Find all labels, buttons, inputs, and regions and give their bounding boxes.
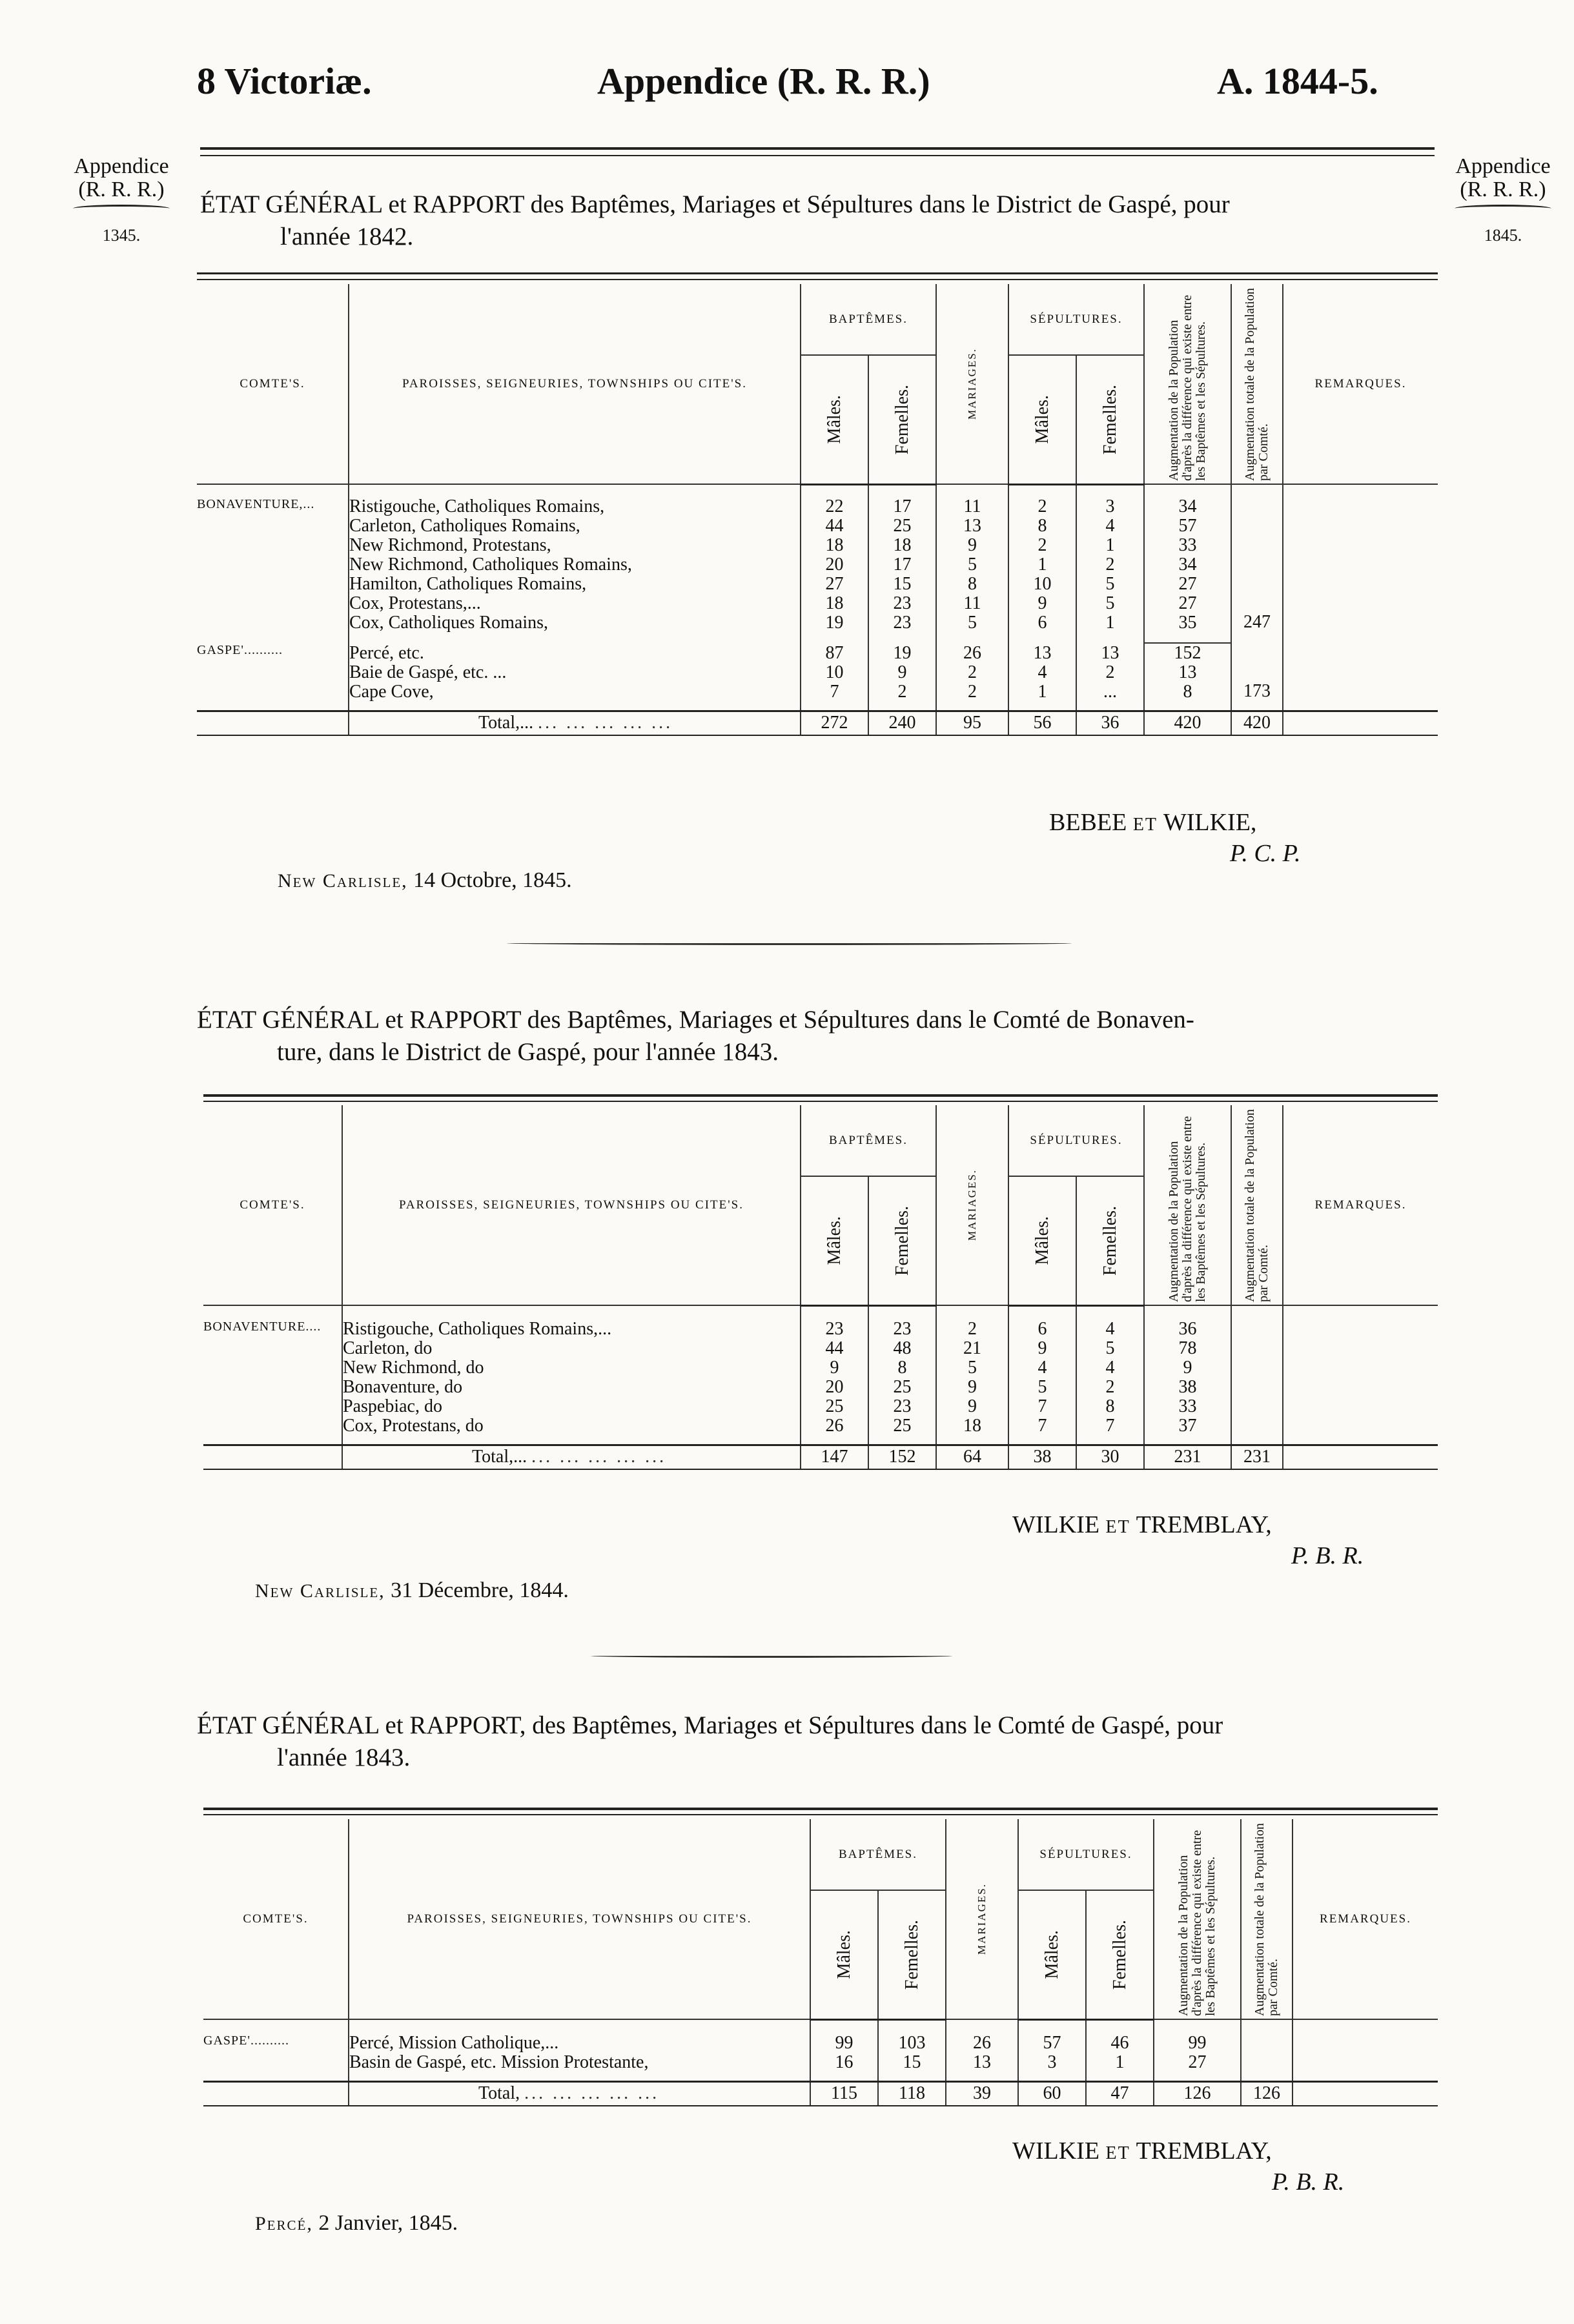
col-remarques: REMARQUES. — [1283, 1105, 1438, 1305]
table-rule — [203, 1094, 1438, 1097]
cell: 10 — [825, 662, 844, 682]
initials-2: P. B. R. — [1291, 1542, 1364, 1569]
cell: 27 — [1178, 594, 1197, 613]
cell: 13 — [1033, 643, 1052, 663]
cell: 13 — [973, 2053, 991, 2072]
signature-2 — [1012, 1511, 1272, 1539]
col-sep-males: Mâles. — [1032, 1216, 1052, 1265]
comte-cell: GASPE'.......... — [197, 643, 349, 702]
cell: 10 — [1033, 575, 1052, 594]
total-cell: 118 — [878, 2081, 946, 2106]
col-comte: COMTE'S. — [203, 1819, 349, 2019]
total-cell: 38 — [1008, 1445, 1076, 1469]
cell: 5 — [1037, 1378, 1047, 1397]
cell: 20 — [825, 555, 844, 575]
signature-1 — [1049, 808, 1256, 837]
cell: 23 — [893, 594, 912, 613]
total-label: Total,... — [478, 713, 534, 733]
col-mariages: MARIAGES. — [966, 347, 978, 420]
cell: 26 — [963, 643, 981, 663]
cell: 13 — [963, 516, 981, 536]
table-2-title — [197, 1004, 1440, 1068]
brace-icon — [1455, 205, 1551, 212]
cell: 3 — [1047, 2053, 1057, 2072]
cell: 103 — [898, 2034, 926, 2053]
cell: 4 — [1105, 516, 1115, 536]
comte-cell: BONAVENTURE.... — [203, 1320, 342, 1436]
cell: 5 — [1105, 575, 1115, 594]
table-rule — [203, 1808, 1438, 1810]
cell: 27 — [1178, 575, 1197, 594]
total-cell: 56 — [1008, 711, 1076, 735]
cell: 2 — [1037, 536, 1047, 555]
cell: 13 — [1101, 643, 1119, 663]
total-cell: 115 — [810, 2081, 878, 2106]
cell: 25 — [893, 1378, 912, 1397]
cell: 57 — [1178, 516, 1197, 536]
comte-cell: BONAVENTURE,... — [197, 497, 349, 633]
signer-et: ET — [1132, 815, 1158, 835]
col-augmentation: Augmentation de la Population d'après la différence qui existe entre les Baptêmes et les Sépultures. — [1167, 1116, 1208, 1302]
title-line: ture, dans le District de Gaspé, pour l'année 1843. — [277, 1037, 779, 1066]
place-date: 14 Octobre, 1845. — [413, 868, 572, 892]
cell: 99 — [1188, 2034, 1207, 2053]
col-comte: COMTE'S. — [197, 284, 349, 484]
cell: 9 — [968, 536, 977, 555]
cell: 8 — [968, 575, 977, 594]
col-mariages: MARIAGES. — [976, 1882, 988, 1955]
total-cell: 60 — [1018, 2081, 1086, 2106]
signer-et: ET — [1105, 2143, 1130, 2163]
side-label: Appendice — [74, 154, 169, 178]
col-baptemes: BAPTÊMES. — [801, 1105, 936, 1176]
parish: Percé, etc. — [349, 643, 424, 663]
cell: 15 — [903, 2053, 921, 2072]
cell: 19 — [893, 643, 912, 663]
parish: Basin de Gaspé, etc. Mission Protestante, — [349, 2053, 649, 2072]
total-cell: 126 — [1241, 2081, 1293, 2106]
table-2 — [203, 1105, 1438, 1470]
separator — [591, 1654, 952, 1658]
header-rule-thin — [200, 155, 1435, 156]
cell: 44 — [825, 516, 844, 536]
table-rule — [203, 1101, 1438, 1102]
signer: TREMBLAY, — [1136, 1511, 1272, 1538]
parish: Cox, Catholiques Romains, — [349, 613, 548, 633]
col-femelles: Femelles. — [892, 1205, 912, 1276]
total-label: Total, — [478, 2083, 520, 2104]
col-sep-males: Mâles. — [1032, 395, 1052, 444]
parish: New Richmond, do — [343, 1358, 484, 1378]
cell: 9 — [968, 1378, 977, 1397]
cell: 1 — [1105, 536, 1115, 555]
col-sep-males: Mâles. — [1041, 1930, 1062, 1979]
col-femelles: Femelles. — [901, 1919, 922, 1990]
parish: Cox, Protestans,... — [349, 594, 481, 613]
cell: 15 — [893, 575, 912, 594]
cell: 4 — [1105, 1320, 1115, 1339]
parish: New Richmond, Protestans, — [349, 536, 551, 555]
cell: ... — [1103, 682, 1117, 702]
header-right: A. 1844-5. — [1217, 60, 1378, 102]
table-rule — [203, 1814, 1438, 1815]
signer: WILKIE — [1012, 1511, 1100, 1538]
title-line: l'année 1843. — [277, 1743, 411, 1771]
total-cell: 420 — [1144, 711, 1231, 735]
cell: 152 — [1174, 644, 1201, 663]
cell: 2 — [897, 682, 907, 702]
total-row: Total,... ... ... ... ... ... 272 240 95 56 36 420 420 — [197, 711, 1438, 735]
cell: 23 — [893, 1320, 912, 1339]
cell: 1 — [1115, 2053, 1125, 2072]
cell: 16 — [835, 2053, 853, 2072]
place-date: 2 Janvier, 1845. — [318, 2211, 458, 2235]
cell: 33 — [1178, 1397, 1197, 1416]
cell: 36 — [1178, 1320, 1197, 1339]
signer: WILKIE — [1012, 2137, 1100, 2165]
total-cell: 272 — [801, 711, 868, 735]
place-name: New Carlisle, — [255, 1580, 385, 1602]
cell: 17 — [893, 497, 912, 516]
parish: Bonaventure, do — [343, 1378, 463, 1397]
col-sepultures: SÉPULTURES. — [1008, 284, 1144, 355]
cell: 11 — [963, 594, 981, 613]
table-1-title — [200, 189, 1440, 253]
county-total: 173 — [1231, 643, 1283, 702]
total-cell: 240 — [868, 711, 936, 735]
col-sep-femelles: Femelles. — [1099, 1205, 1120, 1276]
total-cell: 231 — [1231, 1445, 1283, 1469]
side-note-left — [57, 155, 186, 245]
place-2 — [255, 1578, 569, 1603]
cell: 27 — [1188, 2053, 1207, 2072]
cell: 26 — [973, 2034, 991, 2053]
initials-1: P. C. P. — [1230, 840, 1301, 867]
side-year: 1345. — [102, 226, 141, 245]
cell: 3 — [1105, 497, 1115, 516]
separator — [507, 941, 1072, 945]
col-femelles: Femelles. — [892, 384, 912, 454]
cell: 34 — [1178, 555, 1197, 575]
brace-icon — [73, 205, 170, 212]
cell: 5 — [968, 555, 977, 575]
title-line: ÉTAT GÉNÉRAL et RAPPORT des Baptêmes, Mariages et Sépultures dans le District de Gaspé, pour — [200, 190, 1230, 218]
side-label-rrr: (R. R. R.) — [78, 177, 165, 201]
cell: 23 — [825, 1320, 844, 1339]
cell: 2 — [1105, 662, 1115, 682]
total-row: Total, ... ... ... ... ... 115 118 39 60 47 126 126 — [203, 2081, 1438, 2106]
cell: 18 — [963, 1416, 981, 1436]
place-name: New Carlisle, — [278, 870, 408, 892]
signer: WILKIE, — [1163, 809, 1257, 836]
col-augmentation: Augmentation de la Population d'après la différence qui existe entre les Baptêmes et les Sépultures. — [1176, 1830, 1218, 2016]
parish: Carleton, Catholiques Romains, — [349, 516, 580, 536]
col-males: Mâles. — [833, 1930, 854, 1979]
cell: 8 — [897, 1358, 907, 1378]
title-line: ÉTAT GÉNÉRAL et RAPPORT des Baptêmes, Mariages et Sépultures dans le Comté de Bonaven- — [197, 1006, 1194, 1034]
cell: 4 — [1037, 1358, 1047, 1378]
cell: 34 — [1178, 497, 1197, 516]
parish: Ristigouche, Catholiques Romains, — [349, 497, 605, 516]
cell: 37 — [1178, 1416, 1197, 1436]
parish: Cape Cove, — [349, 682, 434, 702]
total-cell: 36 — [1076, 711, 1144, 735]
cell: 2 — [968, 1320, 977, 1339]
cell: 9 — [1037, 594, 1047, 613]
cell: 25 — [825, 1397, 844, 1416]
total-cell: 231 — [1144, 1445, 1231, 1469]
cell: 20 — [825, 1378, 844, 1397]
cell: 18 — [893, 536, 912, 555]
total-cell: 30 — [1076, 1445, 1144, 1469]
col-aug-totale: Augmentation totale de la Population par Comté. — [1243, 287, 1271, 481]
col-remarques: REMARQUES. — [1293, 1819, 1438, 2019]
table-row — [197, 643, 1438, 702]
side-label-rrr: (R. R. R.) — [1460, 177, 1546, 201]
col-augmentation: Augmentation de la Population d'après la différence qui existe entre les Baptêmes et les Sépultures. — [1167, 294, 1208, 481]
cell: 5 — [968, 613, 977, 633]
parish: Baie de Gaspé, etc. ... — [349, 662, 507, 682]
col-baptemes: BAPTÊMES. — [810, 1819, 946, 1890]
parish: Carleton, do — [343, 1339, 433, 1358]
table-3-title — [197, 1709, 1440, 1774]
parish: Cox, Protestans, do — [343, 1416, 484, 1436]
cell: 17 — [893, 555, 912, 575]
cell: 9 — [830, 1358, 839, 1378]
cell: 9 — [897, 662, 907, 682]
cell: 8 — [1105, 1397, 1115, 1416]
cell: 11 — [963, 497, 981, 516]
cell: 6 — [1037, 613, 1047, 633]
col-mariages: MARIAGES. — [966, 1168, 978, 1241]
cell: 2 — [1037, 497, 1047, 516]
cell: 18 — [825, 594, 844, 613]
cell: 7 — [1037, 1397, 1047, 1416]
parish: Hamilton, Catholiques Romains, — [349, 575, 587, 594]
parish: Ristigouche, Catholiques Romains,... — [343, 1320, 612, 1339]
total-cell: 64 — [936, 1445, 1008, 1469]
cell: 2 — [968, 682, 977, 702]
cell: 99 — [835, 2034, 853, 2053]
table-row — [197, 497, 1438, 633]
parish: Paspebiac, do — [343, 1397, 442, 1416]
table-3 — [203, 1819, 1438, 2106]
cell: 22 — [825, 497, 844, 516]
side-year: 1845. — [1484, 226, 1522, 245]
cell: 23 — [893, 613, 912, 633]
title-line: ÉTAT GÉNÉRAL et RAPPORT, des Baptêmes, Mariages et Sépultures dans le Comté de Gaspé, pour — [197, 1711, 1223, 1739]
signature-3 — [1012, 2137, 1272, 2165]
cell: 27 — [825, 575, 844, 594]
cell: 9 — [1183, 1358, 1192, 1378]
cell: 5 — [968, 1358, 977, 1378]
cell: 2 — [968, 662, 977, 682]
col-baptemes: BAPTÊMES. — [801, 284, 936, 355]
cell: 1 — [1105, 613, 1115, 633]
cell: 2 — [1105, 1378, 1115, 1397]
cell: 78 — [1178, 1339, 1197, 1358]
side-label: Appendice — [1455, 154, 1551, 178]
cell: 9 — [1037, 1339, 1047, 1358]
total-cell: 95 — [936, 711, 1008, 735]
table-rule — [197, 272, 1438, 274]
table-1 — [197, 284, 1438, 736]
cell: 19 — [825, 613, 844, 633]
cell: 18 — [825, 536, 844, 555]
col-sep-femelles: Femelles. — [1109, 1919, 1130, 1990]
county-total: 247 — [1231, 497, 1283, 633]
cell: 8 — [1037, 516, 1047, 536]
place-name: Percé, — [255, 2213, 313, 2234]
cell: 44 — [825, 1339, 844, 1358]
signer-et: ET — [1105, 1517, 1130, 1537]
cell: 5 — [1105, 594, 1115, 613]
col-males: Mâles. — [824, 395, 844, 444]
header-left: 8 Victoriæ. — [197, 60, 372, 102]
signer: BEBEE — [1049, 809, 1127, 836]
col-paroisses: PAROISSES, SEIGNEURIES, TOWNSHIPS OU CITE'S. — [349, 284, 801, 484]
total-cell: 126 — [1154, 2081, 1241, 2106]
cell: 9 — [968, 1397, 977, 1416]
place-3 — [255, 2211, 458, 2236]
title-line: l'année 1842. — [280, 222, 414, 250]
col-aug-totale: Augmentation totale de la Population par Comté. — [1243, 1108, 1271, 1302]
cell: 33 — [1178, 536, 1197, 555]
total-row: Total,... ... ... ... ... ... 147 152 64 38 30 231 231 — [203, 1445, 1438, 1469]
cell: 4 — [1037, 662, 1047, 682]
parish: Percé, Mission Catholique,... — [349, 2034, 559, 2053]
cell: 1 — [1037, 682, 1047, 702]
cell: 7 — [1037, 1416, 1047, 1436]
cell: 1 — [1037, 555, 1047, 575]
cell: 23 — [893, 1397, 912, 1416]
col-comte: COMTE'S. — [203, 1105, 342, 1305]
cell: 26 — [825, 1416, 844, 1436]
initials-3: P. B. R. — [1272, 2168, 1345, 2196]
total-cell: 147 — [801, 1445, 868, 1469]
col-sep-femelles: Femelles. — [1099, 384, 1120, 454]
cell: 35 — [1178, 613, 1197, 633]
header-rule — [200, 147, 1435, 150]
col-aug-totale: Augmentation totale de la Population par Comté. — [1252, 1822, 1280, 2016]
cell: 46 — [1110, 2034, 1129, 2053]
cell: 48 — [893, 1339, 912, 1358]
cell: 21 — [963, 1339, 981, 1358]
cell: 25 — [893, 516, 912, 536]
side-note-right — [1438, 155, 1568, 245]
col-paroisses: PAROISSES, SEIGNEURIES, TOWNSHIPS OU CITE'S. — [349, 1819, 810, 2019]
cell: 57 — [1043, 2034, 1061, 2053]
cell: 13 — [1178, 663, 1197, 682]
cell: 7 — [830, 682, 839, 702]
cell: 4 — [1105, 1358, 1115, 1378]
total-label: Total,... — [472, 1447, 527, 1467]
cell: 6 — [1037, 1320, 1047, 1339]
cell: 2 — [1105, 555, 1115, 575]
col-sepultures: SÉPULTURES. — [1018, 1819, 1154, 1890]
total-cell: 152 — [868, 1445, 936, 1469]
cell: 5 — [1105, 1339, 1115, 1358]
col-males: Mâles. — [824, 1216, 844, 1265]
header-center: Appendice (R. R. R.) — [597, 60, 930, 102]
comte-cell: GASPE'.......... — [203, 2034, 349, 2072]
cell: 7 — [1105, 1416, 1115, 1436]
place-1 — [278, 868, 572, 893]
cell: 38 — [1178, 1378, 1197, 1397]
total-cell: 47 — [1086, 2081, 1154, 2106]
parish: New Richmond, Catholiques Romains, — [349, 555, 632, 575]
col-sepultures: SÉPULTURES. — [1008, 1105, 1144, 1176]
table-row — [203, 2034, 1438, 2072]
place-date: 31 Décembre, 1844. — [391, 1578, 569, 1602]
table-row — [203, 1320, 1438, 1436]
total-cell: 39 — [946, 2081, 1018, 2106]
total-cell: 420 — [1231, 711, 1283, 735]
cell: 8 — [1183, 682, 1192, 702]
cell: 25 — [893, 1416, 912, 1436]
col-paroisses: PAROISSES, SEIGNEURIES, TOWNSHIPS OU CITE'S. — [342, 1105, 801, 1305]
cell: 87 — [825, 643, 844, 663]
table-rule — [197, 279, 1438, 280]
col-remarques: REMARQUES. — [1283, 284, 1438, 484]
signer: TREMBLAY, — [1136, 2137, 1272, 2165]
